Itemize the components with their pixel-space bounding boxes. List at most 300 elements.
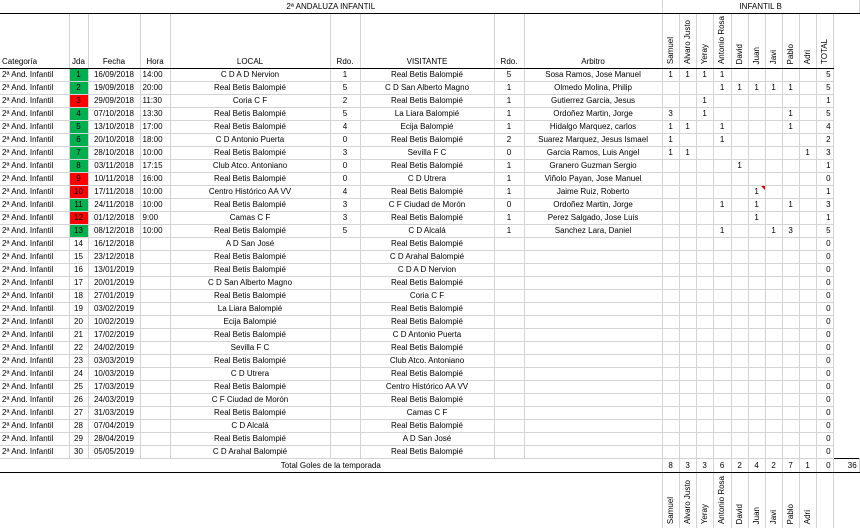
referee-cell[interactable]	[524, 355, 662, 368]
player-goals-cell[interactable]	[731, 342, 748, 355]
category-cell[interactable]: 2ª And. Infantil	[0, 433, 69, 446]
local-team-cell[interactable]: C D Arahal Balompié	[170, 446, 330, 459]
jornada-cell[interactable]: 9	[69, 173, 88, 186]
player-goals-cell[interactable]	[662, 433, 679, 446]
local-team-cell[interactable]: Real Betis Balompié	[170, 381, 330, 394]
jornada-cell[interactable]: 29	[69, 433, 88, 446]
time-cell[interactable]: 10:00	[140, 199, 170, 212]
visitor-team-cell[interactable]: Real Betis Balompié	[360, 134, 494, 147]
player-goals-cell[interactable]	[696, 446, 713, 459]
player-total-cell[interactable]: 7	[782, 459, 799, 473]
visitor-score-cell[interactable]: 5	[494, 69, 524, 82]
player-goals-cell[interactable]	[662, 238, 679, 251]
time-cell[interactable]	[140, 407, 170, 420]
local-team-cell[interactable]: Camas C F	[170, 212, 330, 225]
player-goals-cell[interactable]	[731, 316, 748, 329]
category-cell[interactable]: 2ª And. Infantil	[0, 238, 69, 251]
player-header-cell[interactable]	[662, 14, 679, 69]
match-total-cell[interactable]: 0	[816, 407, 833, 420]
player-goals-cell[interactable]	[731, 329, 748, 342]
category-cell[interactable]: 2ª And. Infantil	[0, 264, 69, 277]
footer-player-cell[interactable]	[662, 473, 679, 528]
visitor-team-cell[interactable]: Real Betis Balompié	[360, 316, 494, 329]
match-total-cell[interactable]: 0	[816, 368, 833, 381]
visitor-score-cell[interactable]	[494, 407, 524, 420]
time-cell[interactable]: 17:15	[140, 160, 170, 173]
footer-player-cell[interactable]	[713, 473, 731, 528]
jornada-cell[interactable]: 21	[69, 329, 88, 342]
player-goals-cell[interactable]: 1	[662, 147, 679, 160]
referee-cell[interactable]	[524, 329, 662, 342]
time-cell[interactable]: 20:00	[140, 82, 170, 95]
player-goals-cell[interactable]	[713, 108, 731, 121]
visitor-team-cell[interactable]: C D A D Nervion	[360, 264, 494, 277]
player-goals-cell[interactable]	[782, 134, 799, 147]
player-total-cell[interactable]: 2	[765, 459, 782, 473]
player-total-cell[interactable]: 6	[713, 459, 731, 473]
player-goals-cell[interactable]	[731, 368, 748, 381]
player-goals-cell[interactable]	[731, 407, 748, 420]
match-total-cell[interactable]: 0	[816, 277, 833, 290]
player-goals-cell[interactable]	[696, 277, 713, 290]
visitor-score-cell[interactable]	[494, 290, 524, 303]
player-goals-cell[interactable]	[782, 238, 799, 251]
player-goals-cell[interactable]	[748, 355, 765, 368]
match-total-cell[interactable]: 5	[816, 225, 833, 238]
time-cell[interactable]: 11:30	[140, 95, 170, 108]
category-cell[interactable]: 2ª And. Infantil	[0, 420, 69, 433]
visitor-score-cell[interactable]	[494, 446, 524, 459]
player-goals-cell[interactable]	[679, 108, 696, 121]
referee-cell[interactable]	[524, 316, 662, 329]
player-goals-cell[interactable]	[765, 420, 782, 433]
player-goals-cell[interactable]	[765, 108, 782, 121]
local-score-cell[interactable]	[330, 264, 360, 277]
date-cell[interactable]: 19/09/2018	[88, 82, 140, 95]
jornada-cell[interactable]: 16	[69, 264, 88, 277]
jornada-cell[interactable]: 2	[69, 82, 88, 95]
local-score-cell[interactable]: 4	[330, 121, 360, 134]
player-goals-cell[interactable]	[799, 407, 816, 420]
jornada-cell[interactable]: 4	[69, 108, 88, 121]
time-cell[interactable]: 14:00	[140, 69, 170, 82]
date-cell[interactable]: 10/02/2019	[88, 316, 140, 329]
player-goals-cell[interactable]	[799, 290, 816, 303]
player-goals-cell[interactable]	[662, 316, 679, 329]
player-goals-cell[interactable]	[782, 368, 799, 381]
visitor-score-cell[interactable]: 1	[494, 160, 524, 173]
category-cell[interactable]: 2ª And. Infantil	[0, 407, 69, 420]
player-goals-cell[interactable]	[662, 303, 679, 316]
time-cell[interactable]: 9:00	[140, 212, 170, 225]
player-goals-cell[interactable]	[782, 342, 799, 355]
local-team-cell[interactable]: Real Betis Balompié	[170, 290, 330, 303]
player-total-cell[interactable]: 1	[799, 459, 816, 473]
player-total-cell[interactable]: 3	[679, 459, 696, 473]
player-goals-cell[interactable]: 1	[713, 82, 731, 95]
player-goals-cell[interactable]	[731, 446, 748, 459]
visitor-score-cell[interactable]: 1	[494, 108, 524, 121]
visitor-team-cell[interactable]: C D Arahal Balompié	[360, 251, 494, 264]
local-score-cell[interactable]	[330, 368, 360, 381]
col-rdo-local-header[interactable]: Rdo.	[330, 14, 360, 69]
referee-cell[interactable]	[524, 303, 662, 316]
player-goals-cell[interactable]	[713, 95, 731, 108]
time-cell[interactable]	[140, 264, 170, 277]
local-team-cell[interactable]: Real Betis Balompié	[170, 251, 330, 264]
time-cell[interactable]	[140, 238, 170, 251]
player-goals-cell[interactable]	[782, 290, 799, 303]
visitor-team-cell[interactable]: C D Utrera	[360, 173, 494, 186]
player-goals-cell[interactable]	[713, 303, 731, 316]
player-goals-cell[interactable]	[765, 329, 782, 342]
local-team-cell[interactable]: Real Betis Balompié	[170, 225, 330, 238]
player-goals-cell[interactable]: 1	[713, 69, 731, 82]
player-goals-cell[interactable]: 1	[713, 121, 731, 134]
local-score-cell[interactable]	[330, 355, 360, 368]
date-cell[interactable]: 17/02/2019	[88, 329, 140, 342]
player-goals-cell[interactable]	[782, 186, 799, 199]
date-cell[interactable]: 29/09/2018	[88, 95, 140, 108]
local-score-cell[interactable]	[330, 420, 360, 433]
player-goals-cell[interactable]	[731, 433, 748, 446]
local-score-cell[interactable]: 5	[330, 225, 360, 238]
player-goals-cell[interactable]: 1	[713, 199, 731, 212]
visitor-score-cell[interactable]	[494, 420, 524, 433]
visitor-score-cell[interactable]	[494, 277, 524, 290]
match-total-cell[interactable]: 0	[816, 264, 833, 277]
player-goals-cell[interactable]: 1	[748, 212, 765, 225]
referee-cell[interactable]	[524, 446, 662, 459]
player-goals-cell[interactable]	[731, 225, 748, 238]
referee-cell[interactable]	[524, 381, 662, 394]
player-goals-cell[interactable]	[696, 121, 713, 134]
player-goals-cell[interactable]	[765, 316, 782, 329]
player-goals-cell[interactable]	[713, 277, 731, 290]
local-score-cell[interactable]	[330, 394, 360, 407]
player-goals-cell[interactable]	[748, 238, 765, 251]
jornada-cell[interactable]: 13	[69, 225, 88, 238]
player-goals-cell[interactable]	[765, 147, 782, 160]
player-goals-cell[interactable]	[799, 225, 816, 238]
player-goals-cell[interactable]: 1	[679, 147, 696, 160]
player-goals-cell[interactable]	[713, 394, 731, 407]
local-score-cell[interactable]: 5	[330, 82, 360, 95]
player-goals-cell[interactable]	[782, 433, 799, 446]
jornada-cell[interactable]: 18	[69, 290, 88, 303]
player-header-cell[interactable]	[799, 14, 816, 69]
player-goals-cell[interactable]	[799, 342, 816, 355]
player-goals-cell[interactable]	[662, 420, 679, 433]
player-goals-cell[interactable]	[765, 381, 782, 394]
player-goals-cell[interactable]: 1	[748, 82, 765, 95]
visitor-team-cell[interactable]: Real Betis Balompié	[360, 446, 494, 459]
player-goals-cell[interactable]	[696, 186, 713, 199]
player-goals-cell[interactable]	[748, 394, 765, 407]
time-cell[interactable]	[140, 394, 170, 407]
player-goals-cell[interactable]	[782, 381, 799, 394]
footer-player-cell[interactable]	[679, 473, 696, 528]
player-goals-cell[interactable]: 1	[662, 134, 679, 147]
jornada-cell[interactable]: 20	[69, 316, 88, 329]
player-goals-cell[interactable]	[713, 147, 731, 160]
player-goals-cell[interactable]: 1	[748, 186, 765, 199]
category-cell[interactable]: 2ª And. Infantil	[0, 355, 69, 368]
referee-cell[interactable]	[524, 407, 662, 420]
player-goals-cell[interactable]	[765, 69, 782, 82]
player-goals-cell[interactable]	[731, 303, 748, 316]
jornada-cell[interactable]: 17	[69, 277, 88, 290]
visitor-team-cell[interactable]: Real Betis Balompié	[360, 186, 494, 199]
local-team-cell[interactable]: Real Betis Balompié	[170, 199, 330, 212]
player-goals-cell[interactable]	[765, 277, 782, 290]
player-goals-cell[interactable]: 1	[731, 160, 748, 173]
referee-cell[interactable]	[524, 342, 662, 355]
time-cell[interactable]	[140, 446, 170, 459]
player-goals-cell[interactable]	[748, 225, 765, 238]
player-goals-cell[interactable]	[748, 342, 765, 355]
col-fecha-header[interactable]: Fecha	[88, 14, 140, 69]
player-goals-cell[interactable]	[662, 199, 679, 212]
player-goals-cell[interactable]: 3	[782, 225, 799, 238]
local-team-cell[interactable]: Coria C F	[170, 95, 330, 108]
player-goals-cell[interactable]	[731, 290, 748, 303]
visitor-score-cell[interactable]: 0	[494, 147, 524, 160]
referee-cell[interactable]	[524, 264, 662, 277]
player-goals-cell[interactable]	[679, 329, 696, 342]
player-goals-cell[interactable]	[799, 394, 816, 407]
referee-cell[interactable]	[524, 433, 662, 446]
player-goals-cell[interactable]	[662, 394, 679, 407]
player-goals-cell[interactable]	[782, 173, 799, 186]
referee-cell[interactable]: Sanchez Lara, Daniel	[524, 225, 662, 238]
local-team-cell[interactable]: A D San José	[170, 238, 330, 251]
date-cell[interactable]: 08/12/2018	[88, 225, 140, 238]
col-rdo-visitante-header[interactable]: Rdo.	[494, 14, 524, 69]
visitor-team-cell[interactable]: A D San José	[360, 433, 494, 446]
player-goals-cell[interactable]	[696, 355, 713, 368]
player-goals-cell[interactable]	[679, 394, 696, 407]
jornada-cell[interactable]: 25	[69, 381, 88, 394]
player-header-cell[interactable]	[696, 14, 713, 69]
player-goals-cell[interactable]	[748, 290, 765, 303]
player-goals-cell[interactable]: 1	[782, 199, 799, 212]
player-goals-cell[interactable]	[799, 238, 816, 251]
player-goals-cell[interactable]	[748, 121, 765, 134]
date-cell[interactable]: 17/11/2018	[88, 186, 140, 199]
player-goals-cell[interactable]	[799, 446, 816, 459]
player-goals-cell[interactable]	[765, 433, 782, 446]
date-cell[interactable]: 31/03/2019	[88, 407, 140, 420]
date-cell[interactable]: 24/11/2018	[88, 199, 140, 212]
category-cell[interactable]: 2ª And. Infantil	[0, 446, 69, 459]
player-goals-cell[interactable]	[748, 303, 765, 316]
player-goals-cell[interactable]	[679, 316, 696, 329]
player-goals-cell[interactable]	[799, 303, 816, 316]
date-cell[interactable]: 28/04/2019	[88, 433, 140, 446]
date-cell[interactable]: 23/12/2018	[88, 251, 140, 264]
player-goals-cell[interactable]	[696, 420, 713, 433]
player-goals-cell[interactable]	[662, 251, 679, 264]
player-goals-cell[interactable]: 1	[782, 121, 799, 134]
visitor-score-cell[interactable]: 1	[494, 121, 524, 134]
player-goals-cell[interactable]	[765, 303, 782, 316]
player-goals-cell[interactable]	[748, 329, 765, 342]
player-goals-cell[interactable]	[748, 368, 765, 381]
visitor-team-cell[interactable]: Real Betis Balompié	[360, 342, 494, 355]
player-goals-cell[interactable]	[679, 186, 696, 199]
player-goals-cell[interactable]	[696, 251, 713, 264]
referee-cell[interactable]	[524, 277, 662, 290]
category-cell[interactable]: 2ª And. Infantil	[0, 251, 69, 264]
player-goals-cell[interactable]	[731, 394, 748, 407]
time-cell[interactable]	[140, 433, 170, 446]
local-team-cell[interactable]: Real Betis Balompié	[170, 173, 330, 186]
visitor-team-cell[interactable]: Real Betis Balompié	[360, 303, 494, 316]
referee-cell[interactable]: Granero Guzman Sergio	[524, 160, 662, 173]
player-goals-cell[interactable]	[713, 186, 731, 199]
visitor-team-cell[interactable]: C D San Alberto Magno	[360, 82, 494, 95]
visitor-team-cell[interactable]: Club Atco. Antoniano	[360, 355, 494, 368]
player-goals-cell[interactable]	[748, 420, 765, 433]
player-goals-cell[interactable]: 1	[662, 69, 679, 82]
player-goals-cell[interactable]	[765, 199, 782, 212]
player-goals-cell[interactable]	[748, 108, 765, 121]
player-goals-cell[interactable]	[662, 264, 679, 277]
player-goals-cell[interactable]	[782, 355, 799, 368]
player-goals-cell[interactable]	[662, 446, 679, 459]
date-cell[interactable]: 03/11/2018	[88, 160, 140, 173]
player-goals-cell[interactable]	[679, 355, 696, 368]
player-goals-cell[interactable]	[679, 277, 696, 290]
match-total-cell[interactable]: 1	[816, 160, 833, 173]
player-goals-cell[interactable]	[662, 381, 679, 394]
player-goals-cell[interactable]: 1	[731, 82, 748, 95]
local-team-cell[interactable]: La Liara Balompié	[170, 303, 330, 316]
local-team-cell[interactable]: Real Betis Balompié	[170, 108, 330, 121]
player-goals-cell[interactable]	[799, 329, 816, 342]
jornada-cell[interactable]: 22	[69, 342, 88, 355]
player-goals-cell[interactable]	[713, 420, 731, 433]
referee-cell[interactable]	[524, 290, 662, 303]
player-goals-cell[interactable]	[731, 147, 748, 160]
player-goals-cell[interactable]: 1	[765, 225, 782, 238]
player-goals-cell[interactable]	[696, 290, 713, 303]
player-goals-cell[interactable]: 1	[713, 225, 731, 238]
jornada-cell[interactable]: 23	[69, 355, 88, 368]
section-title-right[interactable]: INFANTIL B	[662, 0, 859, 14]
local-score-cell[interactable]	[330, 342, 360, 355]
visitor-team-cell[interactable]: Real Betis Balompié	[360, 212, 494, 225]
visitor-score-cell[interactable]	[494, 303, 524, 316]
footer-player-cell[interactable]	[696, 473, 713, 528]
player-goals-cell[interactable]	[679, 160, 696, 173]
time-cell[interactable]: 16:00	[140, 173, 170, 186]
date-cell[interactable]: 13/10/2018	[88, 121, 140, 134]
date-cell[interactable]: 01/12/2018	[88, 212, 140, 225]
player-header-cell[interactable]	[782, 14, 799, 69]
player-goals-cell[interactable]: 1	[696, 108, 713, 121]
jornada-cell[interactable]: 1	[69, 69, 88, 82]
referee-cell[interactable]: Olmedo Molina, Philip	[524, 82, 662, 95]
date-cell[interactable]: 24/03/2019	[88, 394, 140, 407]
footer-player-cell[interactable]	[782, 473, 799, 528]
match-total-cell[interactable]: 0	[816, 355, 833, 368]
match-total-cell[interactable]: 0	[816, 173, 833, 186]
jornada-cell[interactable]: 24	[69, 368, 88, 381]
player-goals-cell[interactable]	[782, 407, 799, 420]
player-goals-cell[interactable]	[765, 121, 782, 134]
player-goals-cell[interactable]	[765, 238, 782, 251]
player-goals-cell[interactable]	[713, 264, 731, 277]
player-goals-cell[interactable]	[748, 173, 765, 186]
footer-player-cell[interactable]	[748, 473, 765, 528]
match-total-cell[interactable]: 5	[816, 108, 833, 121]
col-arbitro-header[interactable]: Arbitro	[524, 14, 662, 69]
player-goals-cell[interactable]	[713, 368, 731, 381]
jornada-cell[interactable]: 30	[69, 446, 88, 459]
player-goals-cell[interactable]	[799, 173, 816, 186]
player-goals-cell[interactable]: 1	[765, 82, 782, 95]
player-goals-cell[interactable]	[696, 212, 713, 225]
local-team-cell[interactable]: Real Betis Balompié	[170, 407, 330, 420]
jornada-cell[interactable]: 5	[69, 121, 88, 134]
player-goals-cell[interactable]	[696, 316, 713, 329]
player-goals-cell[interactable]	[679, 433, 696, 446]
player-header-cell[interactable]	[731, 14, 748, 69]
local-team-cell[interactable]: Real Betis Balompié	[170, 355, 330, 368]
player-goals-cell[interactable]	[679, 420, 696, 433]
match-total-cell[interactable]: 3	[816, 199, 833, 212]
visitor-team-cell[interactable]: Ecija Balompié	[360, 121, 494, 134]
visitor-team-cell[interactable]: Real Betis Balompié	[360, 368, 494, 381]
player-goals-cell[interactable]	[748, 160, 765, 173]
player-goals-cell[interactable]	[696, 173, 713, 186]
player-goals-cell[interactable]	[765, 251, 782, 264]
player-goals-cell[interactable]	[696, 199, 713, 212]
match-total-cell[interactable]: 1	[816, 95, 833, 108]
date-cell[interactable]: 10/11/2018	[88, 173, 140, 186]
player-goals-cell[interactable]	[662, 160, 679, 173]
jornada-cell[interactable]: 28	[69, 420, 88, 433]
referee-cell[interactable]: Jaime Ruiz, Roberto	[524, 186, 662, 199]
player-goals-cell[interactable]	[799, 381, 816, 394]
player-goals-cell[interactable]	[731, 134, 748, 147]
player-goals-cell[interactable]	[799, 95, 816, 108]
player-goals-cell[interactable]	[662, 186, 679, 199]
player-goals-cell[interactable]	[799, 420, 816, 433]
referee-cell[interactable]: Hidalgo Marquez, carlos	[524, 121, 662, 134]
local-team-cell[interactable]: Real Betis Balompié	[170, 82, 330, 95]
visitor-score-cell[interactable]	[494, 316, 524, 329]
player-goals-cell[interactable]	[696, 433, 713, 446]
category-cell[interactable]: 2ª And. Infantil	[0, 95, 69, 108]
player-goals-cell[interactable]	[713, 290, 731, 303]
player-goals-cell[interactable]	[748, 134, 765, 147]
player-goals-cell[interactable]	[679, 82, 696, 95]
referee-cell[interactable]	[524, 238, 662, 251]
referee-cell[interactable]: Viñolo Payan, Jose Manuel	[524, 173, 662, 186]
category-cell[interactable]: 2ª And. Infantil	[0, 225, 69, 238]
jornada-cell[interactable]: 26	[69, 394, 88, 407]
player-goals-cell[interactable]	[713, 173, 731, 186]
player-goals-cell[interactable]	[696, 303, 713, 316]
player-goals-cell[interactable]: 3	[662, 108, 679, 121]
time-cell[interactable]: 10:00	[140, 186, 170, 199]
player-goals-cell[interactable]	[765, 290, 782, 303]
player-goals-cell[interactable]	[731, 238, 748, 251]
match-total-cell[interactable]: 0	[816, 303, 833, 316]
